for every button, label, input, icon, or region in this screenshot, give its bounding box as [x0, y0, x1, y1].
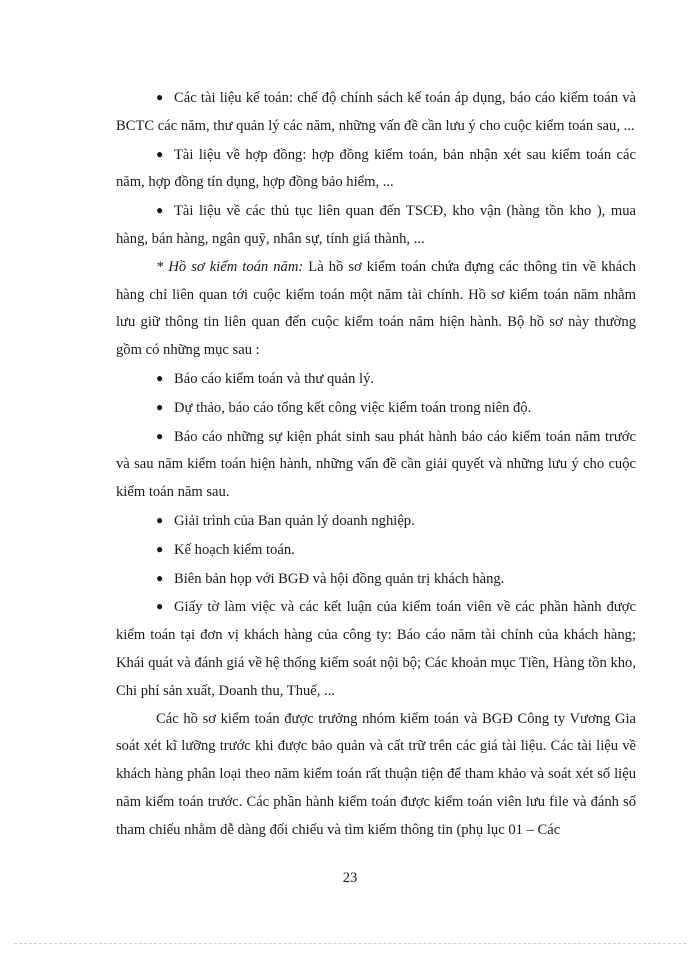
bullet-icon: ● [156, 599, 164, 614]
body-paragraph [116, 706, 636, 845]
bullet-paragraph [116, 365, 636, 394]
paragraph-text: Tài liệu về hợp đồng: hợp đồng kiểm toán, bản nhận xét sau kiểm toán các năm, hợp đồng tín dụng, hợp đồng bảo hiểm, ... [116, 146, 636, 191]
paragraph-text: Dự thảo, báo cáo tổng kết công việc kiểm toán trong niên độ. [174, 399, 532, 416]
bullet-icon: ● [156, 146, 164, 161]
bullet-icon: ● [156, 428, 164, 443]
paragraph-text: Báo cáo kiểm toán và thư quản lý. [174, 370, 375, 387]
bullet-paragraph [116, 593, 636, 705]
bullet-paragraph [116, 536, 636, 565]
bullet-paragraph [116, 507, 636, 536]
bullet-paragraph [116, 394, 636, 423]
page-bottom-divider [14, 943, 686, 944]
page-number: 23 [342, 870, 358, 886]
paragraph-text: Giấy tờ làm việc và các kết luận của kiểm toán viên về các phần hành được kiểm toán tại đơn vị khách hàng của công ty: Báo cáo năm tài chính của khách hàng; Khái quát và đánh giá về hệ thống kiểm soát nội bộ; Các khoản mục Tiền, Hàng tồn kho, Chi phí sản xuất, Doanh thu, Thuế, ... [116, 599, 636, 699]
bullet-icon: ● [156, 90, 164, 104]
bullet-paragraph [116, 141, 636, 198]
paragraph-text: Báo cáo những sự kiện phát sinh sau phát hành báo cáo kiểm toán năm trước và sau năm kiểm toán hiện hành, những vấn đề cần giải quyết và những lưu ý cho cuộc kiểm toán năm sau. [116, 428, 636, 501]
paragraph-text: Các hồ sơ kiểm toán được trưởng nhóm kiểm toán và BGĐ Công ty Vương Gia soát xét kĩ lưỡng trước khi được bảo quản và cất trữ trên các giá tài liệu. Các tài liệu về khách hàng phân loại theo năm kiểm toán rất thuận tiện để tham khảo và soát xét số liệu năm kiểm toán trước. Các phần hành kiểm toán được kiểm toán viên lưu file và đánh số tham chiếu nhằm dễ dàng đối chiếu và tìm kiếm thông tin (phụ lục 01 – Các [116, 710, 636, 838]
bullet-icon: ● [156, 370, 164, 385]
bullet-paragraph [116, 197, 636, 254]
section-heading: * Hồ sơ kiểm toán năm: [156, 258, 304, 275]
paragraph-text: Tài liệu về các thủ tục liên quan đến TSCĐ, kho vận (hàng tồn kho ), mua hàng, bán hàng, ngân quỹ, nhân sự, tính giá thành, ... [116, 203, 636, 247]
bullet-icon: ● [156, 570, 164, 585]
bullet-icon: ● [156, 512, 164, 527]
bullet-paragraph [116, 565, 636, 594]
paragraph-text: Biên bản họp với BGĐ và hội đồng quản trị khách hàng. [174, 570, 505, 587]
paragraph-text: Giải trình của Ban quản lý doanh nghiệp. [174, 512, 415, 529]
bullet-icon: ● [156, 541, 164, 556]
bullet-icon: ● [156, 399, 164, 414]
bullet-paragraph [116, 423, 636, 507]
document-body [116, 84, 636, 845]
bullet-paragraph [116, 84, 636, 141]
paragraph-text: Các tài liệu kế toán: chế độ chính sách kế toán áp dụng, báo cáo kiểm toán và BCTC các năm, thư quản lý các năm, những vấn đề cần lưu ý cho cuộc kiểm toán sau, ... [116, 90, 636, 134]
paragraph-text: Kế hoạch kiểm toán. [174, 541, 295, 558]
paragraph-text: Là hồ sơ kiểm toán chứa đựng các thông tin về khách hàng chỉ liên quan tới cuộc kiểm toán một năm tài chính. Hồ sơ kiểm toán năm nhằm lưu giữ thông tin liên quan đến cuộc kiểm toán năm hiện hành. Bộ hồ sơ này thường gồm có những mục sau : [116, 258, 636, 359]
bullet-icon: ● [156, 203, 164, 218]
section-paragraph [116, 254, 636, 365]
